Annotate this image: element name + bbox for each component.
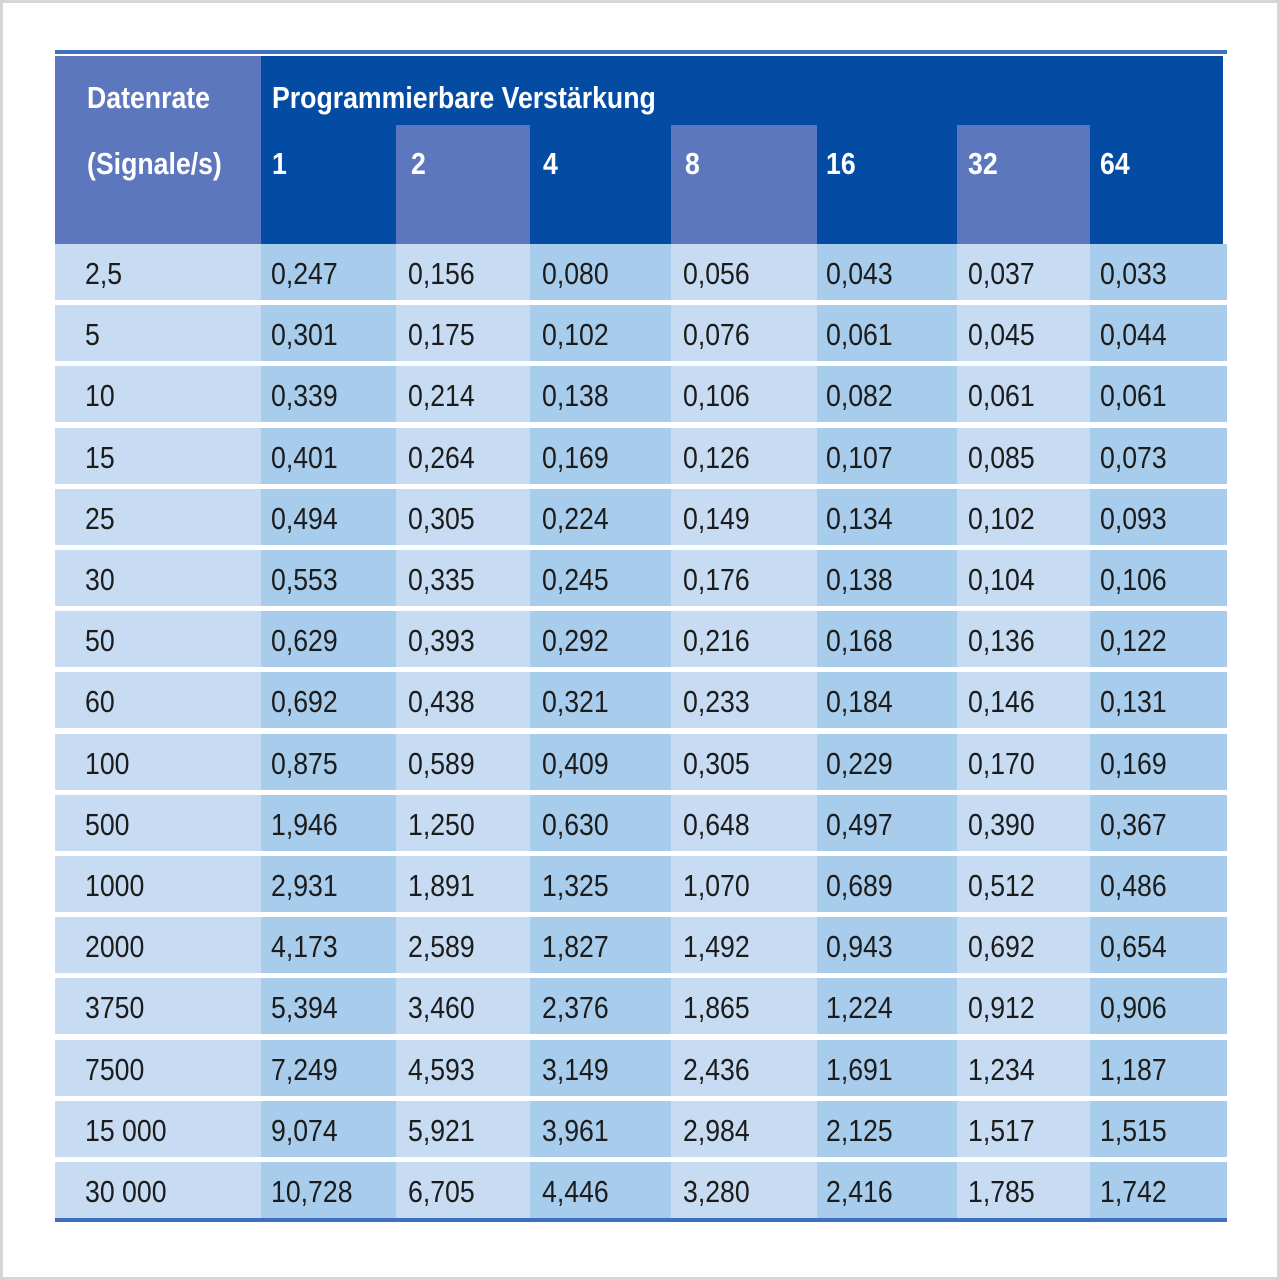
table-row: [55, 917, 1227, 973]
cell-gain-32: [957, 856, 1090, 912]
cell-gain-8: [671, 1162, 817, 1218]
cell-text: 1,250: [408, 807, 475, 842]
cell-text: 0,216: [683, 623, 750, 658]
cell-gain-1: [261, 734, 396, 790]
cell-gain-4: [530, 550, 671, 606]
cell-text: 0,689: [826, 868, 893, 903]
cell-text: 0,134: [826, 501, 893, 536]
cell-gain-2: [396, 917, 530, 973]
cell-text: 30: [85, 562, 115, 597]
cell-gain-2: [396, 305, 530, 361]
cell-gain-64: [1090, 856, 1227, 912]
cell-text: 0,906: [1100, 990, 1167, 1025]
cell-text: 60: [85, 684, 115, 719]
cell-gain-4: [530, 795, 671, 851]
cell-text: 4,446: [542, 1174, 609, 1209]
cell-text: 0,339: [271, 378, 338, 413]
cell-gain-8: [671, 428, 817, 484]
cell-text: 0,169: [1100, 746, 1167, 781]
cell-text: 3,961: [542, 1113, 609, 1148]
header-gain-2: 2: [411, 146, 426, 181]
cell-datenrate: [55, 244, 261, 300]
cell-gain-1: [261, 550, 396, 606]
cell-datenrate: [55, 917, 261, 973]
cell-gain-4: [530, 489, 671, 545]
cell-text: 50: [85, 623, 115, 658]
cell-gain-16: [817, 978, 957, 1034]
cell-gain-64: [1090, 366, 1227, 422]
cell-gain-32: [957, 611, 1090, 667]
cell-text: 2,376: [542, 990, 609, 1025]
cell-text: 1000: [85, 868, 145, 903]
cell-text: 0,168: [826, 623, 893, 658]
cell-text: 0,149: [683, 501, 750, 536]
cell-gain-64: [1090, 795, 1227, 851]
cell-text: 0,146: [968, 684, 1035, 719]
cell-text: 1,742: [1100, 1174, 1167, 1209]
header-gain-2-bg: [396, 125, 530, 244]
cell-text: 5,394: [271, 990, 338, 1025]
cell-gain-16: [817, 734, 957, 790]
cell-gain-4: [530, 611, 671, 667]
cell-text: 0,321: [542, 684, 609, 719]
cell-text: 15 000: [85, 1113, 167, 1148]
cell-gain-1: [261, 672, 396, 728]
cell-gain-8: [671, 244, 817, 300]
cell-text: 4,593: [408, 1052, 475, 1087]
cell-gain-8: [671, 978, 817, 1034]
cell-text: 1,234: [968, 1052, 1035, 1087]
table-row: [55, 1101, 1227, 1157]
cell-text: 0,229: [826, 746, 893, 781]
cell-gain-8: [671, 489, 817, 545]
cell-gain-1: [261, 795, 396, 851]
cell-text: 0,301: [271, 317, 338, 352]
cell-text: 10: [85, 378, 115, 413]
cell-gain-32: [957, 1101, 1090, 1157]
cell-text: 2,436: [683, 1052, 750, 1087]
cell-text: 1,492: [683, 929, 750, 964]
cell-text: 2,416: [826, 1174, 893, 1209]
cell-gain-64: [1090, 305, 1227, 361]
cell-text: 0,497: [826, 807, 893, 842]
cell-text: 0,224: [542, 501, 609, 536]
cell-text: 0,126: [683, 440, 750, 475]
cell-text: 0,264: [408, 440, 475, 475]
cell-gain-4: [530, 244, 671, 300]
cell-text: 15: [85, 440, 115, 475]
cell-gain-2: [396, 856, 530, 912]
gain-table: [55, 50, 1227, 1209]
table-header: [55, 56, 1223, 244]
cell-text: 0,102: [968, 501, 1035, 536]
cell-text: 2,125: [826, 1113, 893, 1148]
header-gain-16: 16: [826, 146, 856, 181]
cell-text: 1,325: [542, 868, 609, 903]
cell-text: 0,169: [542, 440, 609, 475]
cell-text: 3750: [85, 990, 145, 1025]
table-row: [55, 428, 1227, 484]
cell-gain-32: [957, 550, 1090, 606]
cell-gain-2: [396, 795, 530, 851]
cell-text: 0,138: [542, 378, 609, 413]
cell-text: 0,104: [968, 562, 1035, 597]
cell-gain-16: [817, 1101, 957, 1157]
cell-gain-64: [1090, 672, 1227, 728]
cell-text: 0,056: [683, 256, 750, 291]
table-bottom-rule: [55, 1218, 1227, 1222]
cell-text: 0,648: [683, 807, 750, 842]
cell-text: 0,292: [542, 623, 609, 658]
table-row: [55, 550, 1227, 606]
cell-gain-32: [957, 978, 1090, 1034]
cell-gain-8: [671, 366, 817, 422]
cell-text: 0,045: [968, 317, 1035, 352]
cell-text: 25: [85, 501, 115, 536]
cell-text: 10,728: [271, 1174, 353, 1209]
cell-text: 0,486: [1100, 868, 1167, 903]
cell-gain-8: [671, 1101, 817, 1157]
cell-datenrate: [55, 1101, 261, 1157]
cell-gain-32: [957, 366, 1090, 422]
cell-gain-2: [396, 1040, 530, 1096]
cell-gain-64: [1090, 611, 1227, 667]
table-row: [55, 489, 1227, 545]
cell-gain-64: [1090, 978, 1227, 1034]
cell-text: 0,393: [408, 623, 475, 658]
cell-gain-4: [530, 305, 671, 361]
cell-gain-8: [671, 672, 817, 728]
cell-gain-4: [530, 856, 671, 912]
cell-gain-16: [817, 856, 957, 912]
cell-text: 0,390: [968, 807, 1035, 842]
cell-gain-2: [396, 489, 530, 545]
cell-gain-16: [817, 366, 957, 422]
cell-gain-32: [957, 1162, 1090, 1218]
cell-gain-8: [671, 1040, 817, 1096]
cell-text: 0,629: [271, 623, 338, 658]
table-row: [55, 366, 1227, 422]
header-gain-4: 4: [543, 146, 558, 181]
cell-text: 1,187: [1100, 1052, 1167, 1087]
cell-text: 0,438: [408, 684, 475, 719]
cell-gain-2: [396, 611, 530, 667]
cell-gain-1: [261, 978, 396, 1034]
cell-gain-16: [817, 428, 957, 484]
cell-text: 0,122: [1100, 623, 1167, 658]
table-row: [55, 611, 1227, 667]
cell-gain-16: [817, 244, 957, 300]
cell-text: 4,173: [271, 929, 338, 964]
cell-text: 0,080: [542, 256, 609, 291]
cell-text: 3,280: [683, 1174, 750, 1209]
header-signale-unit: (Signale/s): [87, 146, 222, 181]
table-row: [55, 734, 1227, 790]
cell-gain-4: [530, 917, 671, 973]
cell-gain-4: [530, 1101, 671, 1157]
cell-text: 0,654: [1100, 929, 1167, 964]
cell-text: 3,460: [408, 990, 475, 1025]
cell-gain-32: [957, 305, 1090, 361]
cell-datenrate: [55, 672, 261, 728]
cell-text: 7500: [85, 1052, 145, 1087]
cell-gain-64: [1090, 1162, 1227, 1218]
cell-gain-2: [396, 672, 530, 728]
cell-text: 1,070: [683, 868, 750, 903]
cell-text: 1,224: [826, 990, 893, 1025]
cell-text: 6,705: [408, 1174, 475, 1209]
table-row: [55, 672, 1227, 728]
cell-text: 0,305: [408, 501, 475, 536]
cell-text: 0,912: [968, 990, 1035, 1025]
header-group-title: Programmierbare Verstärkung: [272, 80, 656, 115]
header-datenrate: Datenrate: [87, 80, 210, 115]
cell-gain-4: [530, 734, 671, 790]
cell-gain-8: [671, 795, 817, 851]
cell-datenrate: [55, 795, 261, 851]
cell-gain-8: [671, 550, 817, 606]
cell-text: 1,515: [1100, 1113, 1167, 1148]
cell-gain-16: [817, 672, 957, 728]
cell-text: 0,131: [1100, 684, 1167, 719]
cell-gain-32: [957, 1040, 1090, 1096]
cell-gain-2: [396, 978, 530, 1034]
cell-text: 0,175: [408, 317, 475, 352]
cell-text: 0,943: [826, 929, 893, 964]
cell-text: 30 000: [85, 1174, 167, 1209]
cell-gain-2: [396, 428, 530, 484]
cell-datenrate: [55, 978, 261, 1034]
cell-gain-8: [671, 856, 817, 912]
cell-text: 0,305: [683, 746, 750, 781]
header-gain-8-bg: [671, 125, 817, 244]
cell-text: 2,5: [85, 256, 123, 291]
cell-gain-64: [1090, 489, 1227, 545]
cell-text: 0,073: [1100, 440, 1167, 475]
cell-text: 1,891: [408, 868, 475, 903]
cell-text: 0,247: [271, 256, 338, 291]
cell-text: 0,630: [542, 807, 609, 842]
cell-gain-8: [671, 305, 817, 361]
cell-gain-8: [671, 611, 817, 667]
cell-text: 0,494: [271, 501, 338, 536]
cell-gain-32: [957, 244, 1090, 300]
cell-datenrate: [55, 489, 261, 545]
table-row: [55, 978, 1227, 1034]
cell-text: 0,245: [542, 562, 609, 597]
header-gain-32-bg: [957, 125, 1090, 244]
cell-text: 0,106: [683, 378, 750, 413]
cell-text: 0,692: [271, 684, 338, 719]
cell-gain-16: [817, 917, 957, 973]
cell-datenrate: [55, 1162, 261, 1218]
cell-gain-16: [817, 1162, 957, 1218]
cell-text: 0,106: [1100, 562, 1167, 597]
header-gain-8: 8: [685, 146, 700, 181]
cell-datenrate: [55, 734, 261, 790]
cell-text: 0,367: [1100, 807, 1167, 842]
cell-text: 0,184: [826, 684, 893, 719]
cell-text: 1,865: [683, 990, 750, 1025]
cell-gain-2: [396, 1101, 530, 1157]
cell-gain-2: [396, 1162, 530, 1218]
cell-text: 0,093: [1100, 501, 1167, 536]
cell-gain-1: [261, 366, 396, 422]
cell-text: 0,409: [542, 746, 609, 781]
cell-gain-8: [671, 917, 817, 973]
cell-gain-4: [530, 672, 671, 728]
cell-text: 500: [85, 807, 130, 842]
cell-text: 7,249: [271, 1052, 338, 1087]
cell-datenrate: [55, 1040, 261, 1096]
cell-text: 1,691: [826, 1052, 893, 1087]
cell-gain-4: [530, 366, 671, 422]
cell-text: 0,076: [683, 317, 750, 352]
cell-gain-64: [1090, 550, 1227, 606]
table-row: [55, 1162, 1227, 1218]
cell-text: 0,335: [408, 562, 475, 597]
cell-text: 100: [85, 746, 130, 781]
cell-datenrate: [55, 856, 261, 912]
cell-gain-1: [261, 611, 396, 667]
cell-text: 0,512: [968, 868, 1035, 903]
cell-gain-1: [261, 428, 396, 484]
cell-gain-32: [957, 734, 1090, 790]
cell-text: 0,692: [968, 929, 1035, 964]
cell-text: 0,138: [826, 562, 893, 597]
cell-gain-32: [957, 672, 1090, 728]
cell-gain-1: [261, 305, 396, 361]
cell-text: 9,074: [271, 1113, 338, 1148]
table-top-rule: [55, 50, 1227, 54]
cell-text: 0,136: [968, 623, 1035, 658]
table-row: [55, 795, 1227, 851]
cell-gain-64: [1090, 917, 1227, 973]
cell-text: 0,044: [1100, 317, 1167, 352]
cell-text: 0,043: [826, 256, 893, 291]
cell-gain-1: [261, 1162, 396, 1218]
cell-text: 1,785: [968, 1174, 1035, 1209]
cell-gain-2: [396, 244, 530, 300]
cell-gain-2: [396, 366, 530, 422]
cell-gain-16: [817, 611, 957, 667]
cell-gain-4: [530, 428, 671, 484]
cell-text: 2,589: [408, 929, 475, 964]
cell-text: 0,061: [968, 378, 1035, 413]
cell-gain-64: [1090, 734, 1227, 790]
cell-gain-16: [817, 489, 957, 545]
cell-text: 0,061: [1100, 378, 1167, 413]
cell-text: 0,085: [968, 440, 1035, 475]
cell-text: 0,233: [683, 684, 750, 719]
cell-text: 0,037: [968, 256, 1035, 291]
cell-text: 3,149: [542, 1052, 609, 1087]
table-row: [55, 856, 1227, 912]
cell-text: 0,082: [826, 378, 893, 413]
cell-gain-16: [817, 305, 957, 361]
cell-datenrate: [55, 366, 261, 422]
cell-text: 5: [85, 317, 100, 352]
cell-text: 0,102: [542, 317, 609, 352]
cell-text: 0,589: [408, 746, 475, 781]
cell-gain-32: [957, 489, 1090, 545]
cell-gain-1: [261, 489, 396, 545]
cell-text: 1,946: [271, 807, 338, 842]
cell-gain-1: [261, 1040, 396, 1096]
cell-gain-1: [261, 1101, 396, 1157]
cell-gain-8: [671, 734, 817, 790]
cell-text: 2000: [85, 929, 145, 964]
cell-gain-32: [957, 917, 1090, 973]
cell-gain-2: [396, 734, 530, 790]
cell-text: 0,156: [408, 256, 475, 291]
cell-gain-1: [261, 917, 396, 973]
cell-datenrate: [55, 305, 261, 361]
cell-text: 0,553: [271, 562, 338, 597]
header-gain-64: 64: [1100, 146, 1130, 181]
cell-datenrate: [55, 611, 261, 667]
cell-gain-64: [1090, 244, 1227, 300]
cell-gain-16: [817, 795, 957, 851]
cell-text: 1,827: [542, 929, 609, 964]
header-gain-32: 32: [968, 146, 998, 181]
cell-text: 0,033: [1100, 256, 1167, 291]
cell-datenrate: [55, 428, 261, 484]
cell-gain-64: [1090, 1101, 1227, 1157]
cell-gain-32: [957, 795, 1090, 851]
cell-gain-16: [817, 1040, 957, 1096]
cell-text: 5,921: [408, 1113, 475, 1148]
cell-gain-4: [530, 1040, 671, 1096]
cell-text: 0,170: [968, 746, 1035, 781]
table-row: [55, 1040, 1227, 1096]
cell-text: 0,875: [271, 746, 338, 781]
cell-datenrate: [55, 550, 261, 606]
cell-text: 1,517: [968, 1113, 1035, 1148]
cell-text: 0,176: [683, 562, 750, 597]
cell-text: 0,107: [826, 440, 893, 475]
cell-gain-1: [261, 856, 396, 912]
cell-gain-32: [957, 428, 1090, 484]
table-row: [55, 305, 1227, 361]
cell-gain-1: [261, 244, 396, 300]
cell-text: 2,984: [683, 1113, 750, 1148]
cell-gain-4: [530, 1162, 671, 1218]
cell-gain-64: [1090, 428, 1227, 484]
cell-text: 2,931: [271, 868, 338, 903]
table-row: [55, 244, 1227, 300]
cell-text: 0,061: [826, 317, 893, 352]
header-gain-1: 1: [272, 146, 287, 181]
cell-gain-64: [1090, 1040, 1227, 1096]
cell-gain-2: [396, 550, 530, 606]
cell-text: 0,214: [408, 378, 475, 413]
cell-gain-4: [530, 978, 671, 1034]
cell-text: 0,401: [271, 440, 338, 475]
cell-gain-16: [817, 550, 957, 606]
